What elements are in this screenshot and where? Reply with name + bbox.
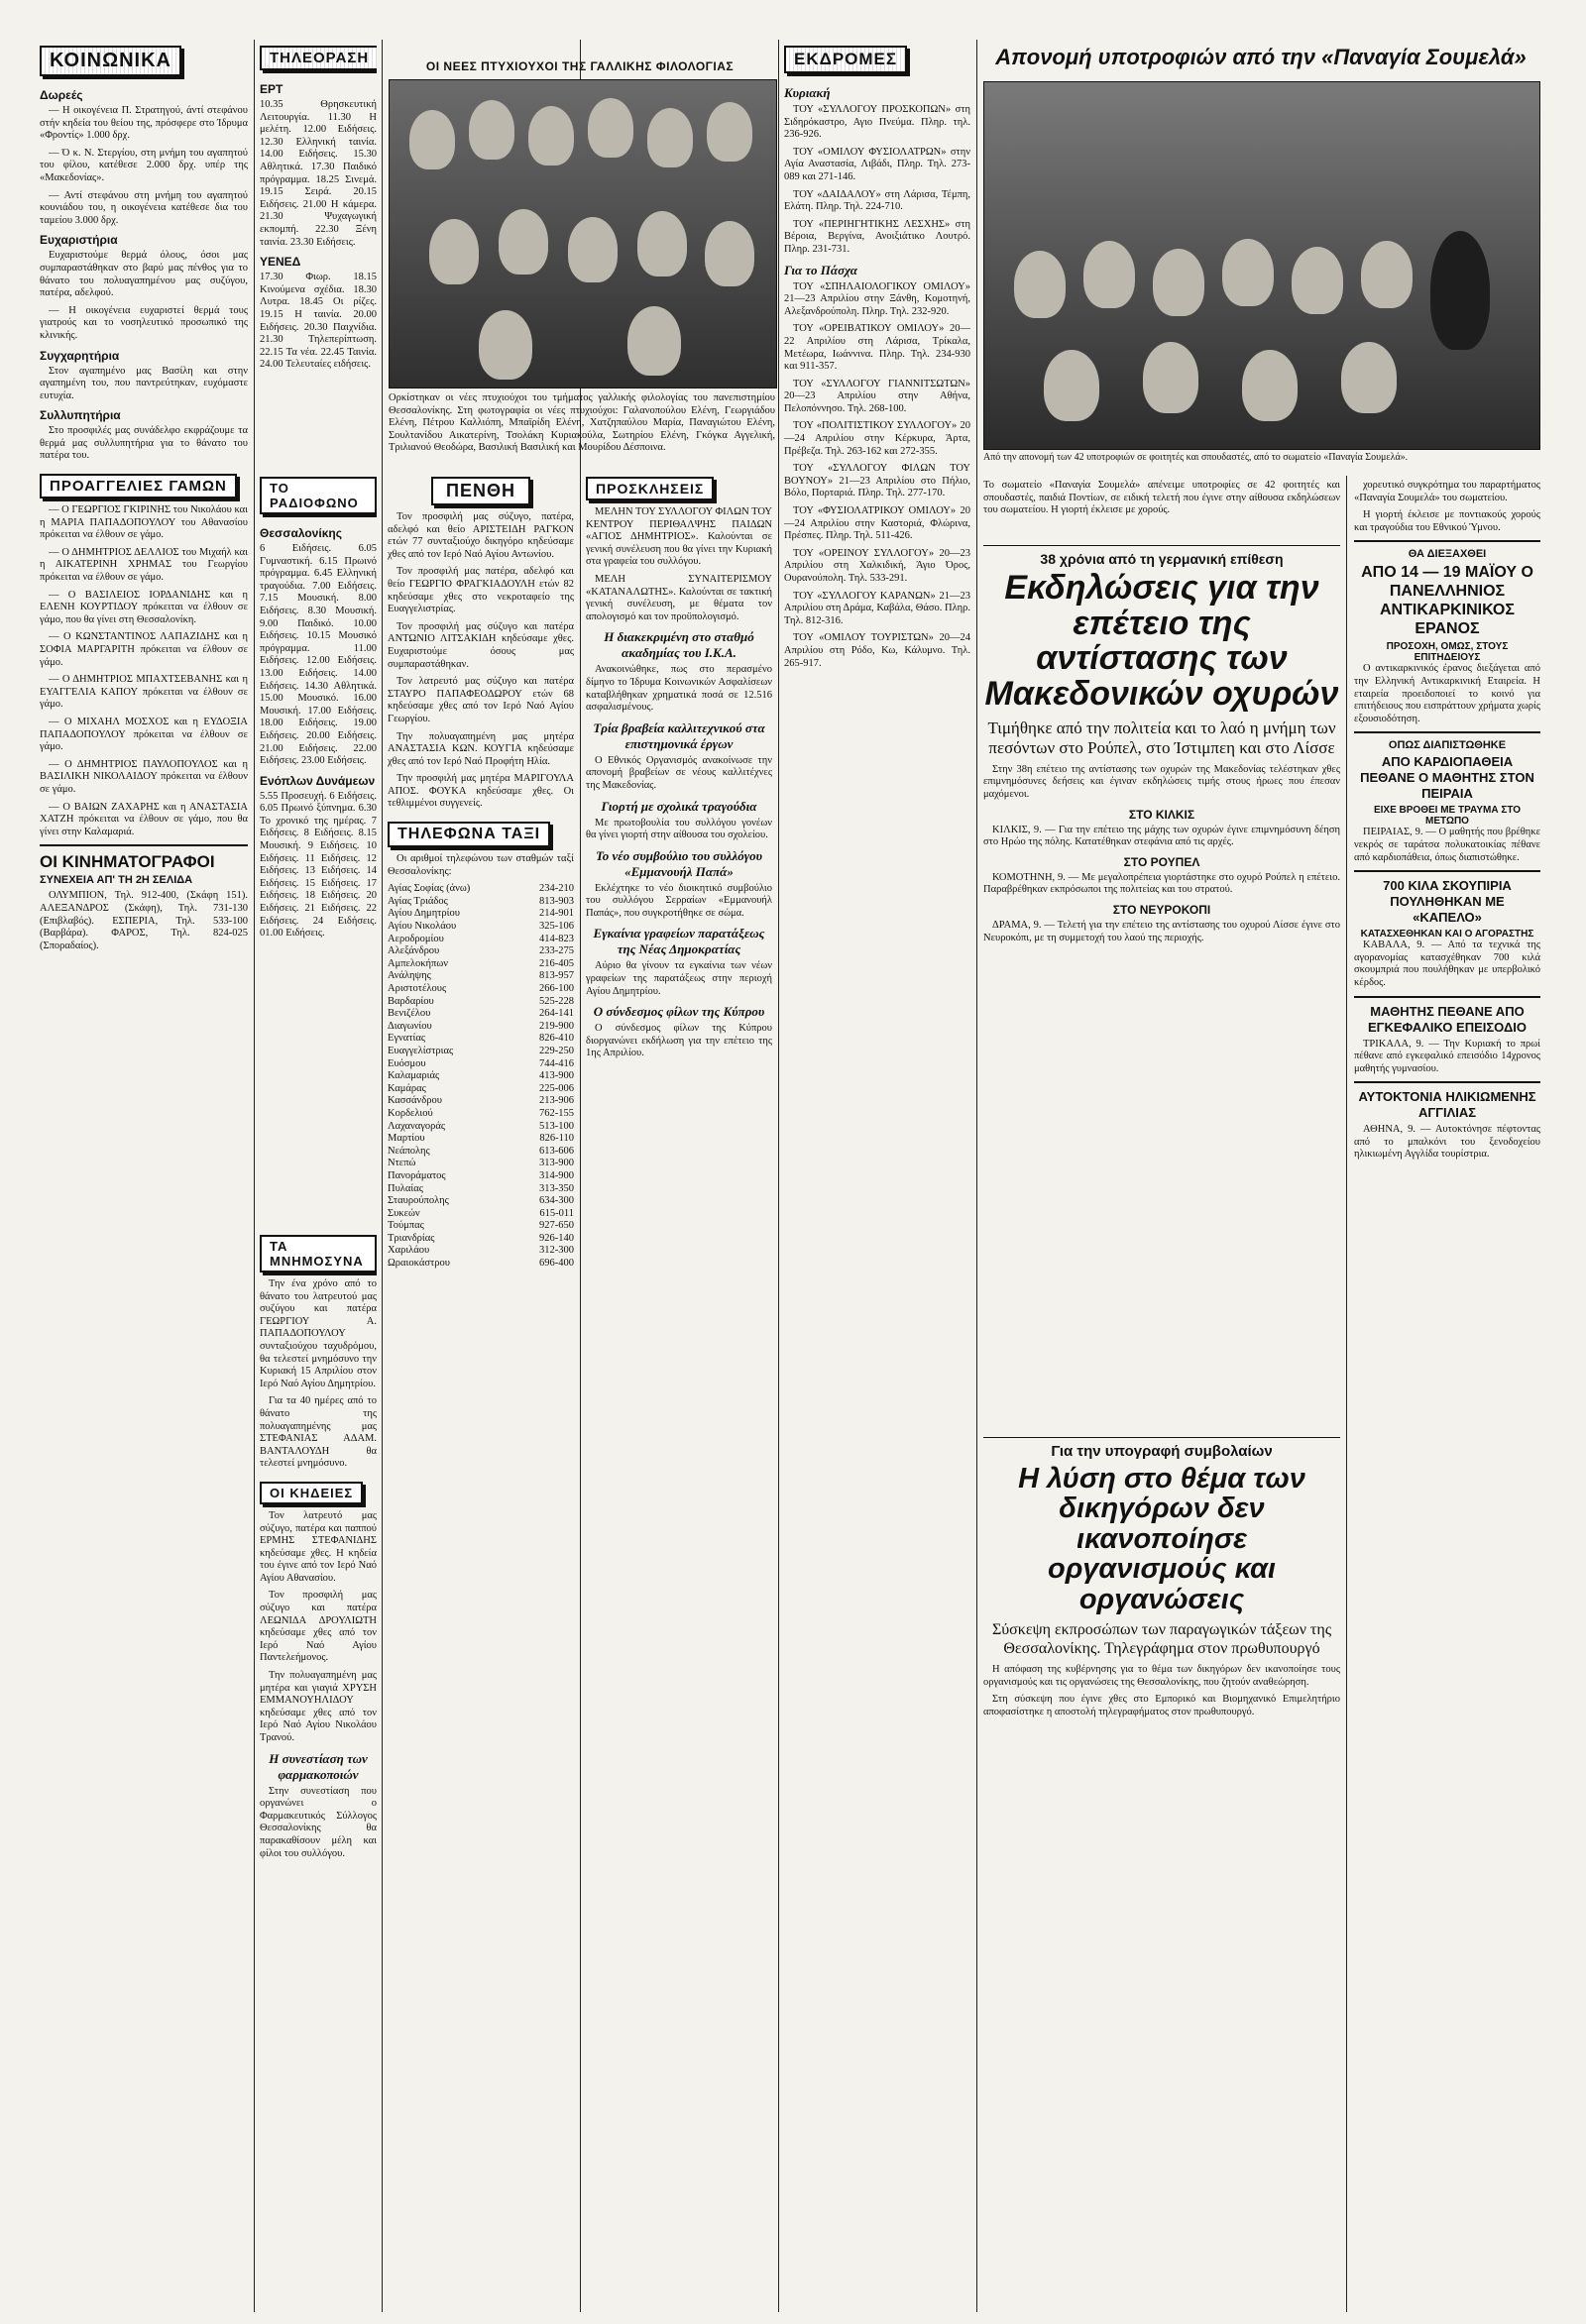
taxi-row (388, 1258, 574, 1271)
paragraph: — Ο ΔΗΜΗΤΡΙΟΣ ΜΠΑΧΤΣΕΒΑΝΗΣ και η ΕΥΑΓΓΕΛΙΑ ΚΑΠΟΥ πρόκειται να έλθουν σε γάμο. (40, 674, 248, 711)
taxi-row (388, 1058, 574, 1071)
paragraph: Ο σύνδεσμος φίλων της Κύπρου διοργανώνει εκδήλωση για την επέτειο της 1ης Απριλίου. (586, 1023, 772, 1059)
headline-cancer-fund: ΑΠΟ 14 — 19 ΜΑΪΟΥ Ο ΠΑΝΕΛΛΗΝΙΟΣ ΑΝΤΙΚΑΡΚΙΝΙΚΟΣ ΕΡΑΝΟΣ (1361, 564, 1533, 638)
taxi-stand-phone: 214-901 (539, 908, 574, 920)
taxi-row (388, 1083, 574, 1096)
taxi-stand-phone: 813-957 (539, 970, 574, 982)
paragraph: ΚΙΛΚΙΣ, 9. — Για την επέτειο της μάχης των οχυρών έγινε επιμνημόσυνη δέηση στο Ηρώο της πόλης. Κατατέθηκαν στεφάνια από τις αρχές. (983, 824, 1340, 848)
kicker: Για την υπογραφή συμβολαίων (1051, 1443, 1273, 1460)
taxi-row (388, 1121, 574, 1134)
subhead: ΕΙΧΕ ΒΡΟΘΕΙ ΜΕ ΤΡΑΥΜΑ ΣΤΟ ΜΕΤΩΠΟ (1373, 805, 1522, 828)
taxi-stand-name: Ντεπώ (388, 1158, 416, 1169)
paragraph: Στην 38η επέτειο της αντίστασης των οχυρών της Μακεδονίας τελέστηκαν χθες επιμνημόσυνες δεήσεις και έγιναν εκδηλώσεις τιμής στους ήρωες που έπεσαν μαχόμενοι. (983, 763, 1340, 800)
paragraph: ΜΕΛΗΝ ΤΟΥ ΣΥΛΛΟΓΟΥ ΦΙΛΩΝ ΤΟΥ ΚΕΝΤΡΟΥ ΠΕΡΙΘΑΛΨΗΣ ΠΑΙΔΩΝ «ΑΓΙΟΣ ΔΗΜΗΤΡΙΟΣ». Καλούνται σε γενική συνέλευση που θα γίνει την Κυριακή στα γραφεία του συλλόγου. (586, 506, 772, 568)
taxi-row (388, 970, 574, 983)
paragraph: ΤΟΥ «ΣΥΛΛΟΓΟΥ ΠΡΟΣΚΟΠΩΝ» στη Σιδηρόκαστρο, Αγιο Πνεύμα. Πληρ. τηλ. 236-926. (784, 104, 970, 141)
taxi-row (388, 883, 574, 896)
taxi-row (388, 1158, 574, 1170)
paragraph: ΤΟΥ «ΟΜΙΛΟΥ ΤΟΥΡΙΣΤΩΝ» 20—24 Απριλίου στη Ρόδο, Κω, Κάλυμνο. Τηλ. 265-917. (784, 632, 970, 669)
taxi-row (388, 1170, 574, 1183)
subhead: Η διακεκριμένη στο σταθμό ακαδημίας του Ι.Κ.Α. (604, 629, 754, 661)
taxi-stand-phone: 696-400 (539, 1258, 574, 1270)
paragraph: Με πρωτοβουλία του συλλόγου γονέων θα γίνει γιορτή στην αίθουσα του σχολείου. (586, 817, 772, 841)
taxi-stand-name: Βενιζέλου (388, 1008, 431, 1020)
paragraph: 17.30 Φιωρ. 18.15 Κινούμενα σχέδια. 18.30 Λυτρα. 18.45 Οι ρίζες. 19.15 Η ταινία. 20.00 Ειδήσεις. 20.30 Παιχνίδια. 21.30 Τηλεπερίπτωση. 22.15 Τα νέα. 22.45 Ταινία. 24.00 Τελευταίες ειδήσεις. (260, 272, 377, 371)
paragraph: ΤΟΥ «ΣΥΛΛΟΓΟΥ ΦΙΛΩΝ ΤΟΥ ΒΟΥΝΟΥ» 21—23 Απριλίου στο Πήλιο, Βόλο, Πορταριά. Πληρ. Τηλ. 277-170. (784, 463, 970, 499)
taxi-stand-name: Μαρτίου (388, 1133, 425, 1145)
taxi-stand-name: Λαχαναγοράς (388, 1120, 446, 1132)
section-label-mourning: ΠΕΝΘΗ (431, 477, 530, 505)
paragraph: ΜΕΛΗ ΣΥΝΑΙΤΕΡΙΣΜΟΥ «ΚΑΤΑΝΑΛΩΤΗΣ». Καλούνται σε τακτική γενική συνέλευση, με θέματα τον απολογισμό και τον προϋπολογισμό. (586, 573, 772, 622)
taxi-stand-name: Ευόσμου (388, 1057, 426, 1069)
taxi-stand-phone: 613-606 (539, 1145, 574, 1157)
taxi-row (388, 1008, 574, 1021)
paragraph: — Ο ΒΑΣΙΛΕΙΟΣ ΙΟΡΔΑΝΙΔΗΣ και η ΕΛΕΝΗ ΚΟΥΡΤΙΔΟΥ πρόκειται να έλθουν σε γάμο, που θα γίνει στη Θεσσαλονίκη. (40, 589, 248, 625)
column-social (40, 40, 248, 2314)
column-mourning (388, 471, 574, 2314)
subhead: Τρία βραβεία καλλιτεχνικού στα επιστημονικά έργων (593, 719, 765, 751)
taxi-row (388, 1070, 574, 1083)
article-lawyers (983, 1432, 1340, 1724)
section-label-memorials: ΤΑ ΜΝΗΜΟΣΥΝΑ (260, 1235, 377, 1273)
taxi-stand-name: Ευαγγελίστριας (388, 1045, 454, 1056)
section-label-funerals: ΟΙ ΚΗΔΕΙΕΣ (260, 1482, 363, 1504)
taxi-stand-name: Αμπελοκήπων (388, 957, 449, 969)
taxi-stand-phone: 219-900 (539, 1020, 574, 1032)
taxi-stand-phone: 325-106 (539, 921, 574, 933)
paragraph: Τον προσφιλή μας σύζυγο και πατέρα ΛΕΩΝΙΔΑ ΔΡΟΥΛΙΩΤΗ κηδεύσαμε χθες από τον Ιερό Ναό Αγίου Παντελεήμονος. (260, 1590, 377, 1664)
paragraph: ΤΟΥ «ΟΡΕΙΒΑΤΙΚΟΥ ΟΜΙΛΟΥ» 20—22 Απριλίου στη Λάρισα, Τρίκαλα, Μετέωρα, Ιωάννινα. Πληρ. Τηλ. 234-930 και 911-357. (784, 323, 970, 373)
headline-scholarships: Απονομή υποτροφιών από την «Παναγία Σουμελά» (995, 45, 1527, 69)
subhead: ΚΑΤΑΣΧΕΘΗΚΑΝ ΚΑΙ Ο ΑΓΟΡΑΣΤΗΣ (1360, 929, 1534, 941)
paragraph: — Ο ΔΗΜΗΤΡΙΟΣ ΔΕΛΛΙΟΣ του Μιχαήλ και η ΑΙΚΑΤΕΡΙΝΗ ΧΡΗΜΑΣ του Γεωργίου πρόκειται να έλθουν σε γάμο. (40, 546, 248, 584)
taxi-row (388, 983, 574, 996)
taxi-stand-name: Ωραιοκάστρου (388, 1258, 450, 1270)
headline-student-stroke: ΜΑΘΗΤΗΣ ΠΕΘΑΝΕ ΑΠΟ ΕΓΚΕΦΑΛΙΚΟ ΕΠΕΙΣΟΔΙΟ (1367, 1003, 1528, 1035)
taxi-stand-name: Τριανδρίας (388, 1232, 435, 1244)
paragraph: Αύριο θα γίνουν τα εγκαίνια των νέων γραφείων της παρατάξεως στην περιοχή Αγίου Δημητρίου. (586, 960, 772, 997)
taxi-table (388, 883, 574, 1270)
subhead: Δωρεές (40, 88, 83, 102)
subhead: ΣΤΟ ΝΕΥΡΟΚΟΠΙ (1112, 902, 1211, 917)
taxi-stand-name: Αεροδρομίου (388, 933, 444, 944)
paragraph: ΤΟΥ «ΣΥΛΛΟΓΟΥ ΓΙΑΝΝΙΤΣΩΤΩΝ» 20—23 Απριλίου στην Αθήνα, Πελοπόννησο. Τηλ. 268-100. (784, 378, 970, 414)
taxi-stand-phone: 634-300 (539, 1195, 574, 1207)
taxi-row (388, 1233, 574, 1246)
section-label-social: ΚΟΙΝΩΝΙΚΑ (40, 46, 181, 76)
taxi-row (388, 1220, 574, 1233)
paragraph: 6 Ειδήσεις. 6.05 Γυμναστική. 6.15 Πρωινό πρόγραμμα. 6.45 Ελληνική τραγούδια. 7.00 Ειδήσεις. 7.15 Μουσική. 8.00 Ειδήσεις. 8.30 Μουσική. 9.00 Παιδικό. 10.00 Ειδήσεις. 10.15 Μουσικό πρόγραμμα. 11.00 Ειδήσεις. 12.00 Ειδήσεις. 13.00 Ειδήσεις. 14.00 Ειδήσεις. 14.30 Αθλητικά. 15.00 Μουσικό. 16.00 Μουσική. 17.00 Ειδήσεις. 18.00 Ειδήσεις. 19.00 Ειδήσεις. 20.00 Ειδήσεις. 21.00 Ειδήσεις. 22.00 Ειδήσεις. 23.00 Ειδήσεις. (260, 543, 377, 767)
subhead: Συλλυπητήρια (40, 408, 121, 423)
taxi-stand-phone: 414-823 (539, 933, 574, 944)
photo-caption: Από την απονομή των 42 υποτροφιών σε φοιτητές και σπουδαστές, από το σωματείο «Παναγία Σουμελά». (983, 452, 1409, 463)
taxi-stand-name: Αγίου Δημητρίου (388, 908, 460, 920)
paragraph: 5.55 Προσευχή. 6 Ειδήσεις. 6.05 Πρωινό ξύπνημα. 6.30 Το χρονικό της ημέρας. 7 Ειδήσεις. 8 Ειδήσεις. 8.15 Μουσική. 9 Ειδήσεις. 10 Ειδήσεις. 11 Ειδήσεις. 12 Ειδήσεις. 13 Ειδήσεις. 14 Ειδήσεις. 15 Ειδήσεις. 17 Ειδήσεις. 18 Ειδήσεις. 20 Ειδήσεις. 21 Ειδήσεις. 22 Ειδήσεις. 24 Ειδήσεις. 01.00 Ειδήσεις. (260, 790, 377, 940)
taxi-row (388, 1195, 574, 1208)
paragraph: — Ο ΒΑΙΩΝ ΖΑΧΑΡΗΣ και η ΑΝΑΣΤΑΣΙΑ ΧΑΤΖΗ πρόκειται να έλθουν σε γάμο, που θα γίνει στην Καλαμαριά. (40, 801, 248, 837)
headline-bunkers: Εκδηλώσεις για την επέτειο της αντίστασης των Μακεδονικών οχυρών (984, 569, 1339, 714)
paragraph: Τον λατρευτό μας σύζυγο και πατέρα ΣΤΑΥΡΟ ΠΑΠΑΦΕΟΔΩΡΟΥ ετών 68 κηδεύσαμε χθες από τον Ιερό Ναό Αγίου Γεωργίου. (388, 676, 574, 724)
paragraph: Την πολυαγαπημένη μας μητέρα και γιαγιά ΧΡΥΣΗ ΕΜΜΑΝΟΥΗΛΙΔΟΥ κηδεύσαμε χθες από τον Ιερό Ναό Αγίου Νικολάου Τρανού. (260, 1670, 377, 1743)
taxi-stand-phone: 413-900 (539, 1070, 574, 1082)
subhead: Εγκαίνια γραφείων παρατάξεως της Νέας Δημοκρατίας (593, 926, 765, 957)
taxi-stand-phone: 744-416 (539, 1057, 574, 1069)
paragraph: — Ο ΜΙΧΑΗΛ ΜΟΣΧΟΣ και η ΕΥΔΟΞΙΑ ΠΑΠΑΔΟΠΟΥΛΟΥ πρόκειται να έλθουν σε γάμο. (40, 716, 248, 753)
column-news (1354, 480, 1540, 2314)
paragraph: Την πολυαγαπημένη μας μητέρα ΑΝΑΣΤΑΣΙΑ ΚΩΝ. ΚΟΥΓΙΑ κηδεύσαμε χθες από τον Ιερό Ναό Προφήτη Ηλία. (388, 730, 574, 767)
taxi-stand-phone: 312-300 (539, 1245, 574, 1257)
taxi-stand-phone: 826-410 (539, 1033, 574, 1045)
headline-student-died: ΑΠΟ ΚΑΡΔΙΟΠΑΘΕΙΑ ΠΕΘΑΝΕ Ο ΜΑΘΗΤΗΣ ΣΤΟΝ ΠΕΙΡΑΙΑ (1360, 754, 1534, 802)
paragraph: — Ό κ. Ν. Στεργίου, στη μνήμη του αγαπητού του φίλου, κατέθεσε 2.000 δρχ. υπέρ της «Μακεδονίας». (40, 147, 248, 183)
column-invitations (586, 471, 772, 2314)
taxi-stand-name: Τούμπας (388, 1220, 424, 1232)
taxi-row (388, 1183, 574, 1196)
paragraph: — Ο ΔΗΜΗΤΡΙΟΣ ΠΑΥΛΟΠΟΥΛΟΣ και η ΒΑΣΙΛΙΚΗ ΝΙΚΟΛΑΙΔΟΥ πρόκειται να έλθουν σε γάμο. (40, 758, 248, 795)
taxi-row (388, 1108, 574, 1121)
taxi-stand-phone: 229-250 (539, 1045, 574, 1056)
scholarship-photo (983, 81, 1540, 450)
paragraph: Οι αριθμοί τηλεφώνου των σταθμών ταξί Θεσσαλονίκης: (388, 853, 574, 877)
taxi-stand-name: Κασσάνδρου (388, 1095, 442, 1107)
taxi-stand-phone: 314-900 (539, 1169, 574, 1181)
section-label-invitations: ΠΡΟΣΚΛΗΣΕΙΣ (586, 477, 714, 500)
paragraph: ΤΟΥ «ΠΟΛΙΤΙΣΤΙΚΟΥ ΣΥΛΛΟΓΟΥ» 20—24 Απριλίου στην Κέρκυρα, Άρτα, Πρέβεζα. Τηλ. 263-162 και 272-355. (784, 420, 970, 457)
paragraph: Ανακοινώθηκε, πως στο περασμένο δίμηνο το Ίδρυμα Κοινωνικών Ασφαλίσεων καταβλήθηκαν χρηματικά ποσά σε 12.516 ασφαλισμένους. (586, 664, 772, 714)
subhead: ΣΤΟ ΡΟΥΠΕΛ (1123, 854, 1200, 869)
taxi-stand-name: Πυλαίας (388, 1182, 423, 1194)
taxi-row (388, 945, 574, 958)
deck: Σύσκεψη εκπροσώπων των παραγωγικών τάξεων της Θεσσαλονίκης. Τηλεγράφημα στον πρωθυπουργό (991, 1621, 1332, 1658)
taxi-stand-name: Αριστοτέλους (388, 983, 447, 994)
kicker: ΟΠΩΣ ΔΙΑΠΙΣΤΩΘΗΚΕ (1388, 739, 1507, 752)
taxi-stand-name: Νεάπολης (388, 1145, 430, 1157)
paragraph: — Η οικογένεια ευχαριστεί θερμά τους γιατρούς και το νοσηλευτικό προσωπικό της κλινικής. (40, 304, 248, 341)
taxi-row (388, 934, 574, 946)
taxi-stand-phone: 926-140 (539, 1232, 574, 1244)
taxi-row (388, 921, 574, 934)
taxi-row (388, 1133, 574, 1146)
paragraph: Ο αντικαρκινικός έρανος διεξάγεται από την Ελληνική Αντικαρκινική Εταιρεία. Η εταιρεία προειδοποιεί το κοινό για επιτήδειους που εισπράττουν χρήματα χωρίς εξουσιοδότηση. (1354, 663, 1540, 724)
taxi-stand-name: Βαρδαρίου (388, 995, 434, 1007)
taxi-stand-phone: 213-906 (539, 1095, 574, 1107)
paragraph: ΤΟΥ «ΦΥΣΙΟΛΑΤΡΙΚΟΥ ΟΜΙΛΟΥ» 20—24 Απριλίου στην Καστοριά, Φλώρινα, Πρέσπες. Πληρ. Τηλ. 511-426. (784, 505, 970, 542)
taxi-stand-phone: 234-210 (539, 883, 574, 895)
cinema-heading: ΟΙ ΚΙΝΗΜΑΤΟΓΡΑΦΟΙ (40, 852, 215, 872)
taxi-stand-phone: 266-100 (539, 983, 574, 994)
paragraph: Τον προσφιλή μας σύζυγο, πατέρα, αδελφό και θείο ΑΡΙΣΤΕΙΔΗ ΡΑΓΚΟΝ ετών 77 συνταξιούχο δικηγόρο κηδεύσαμε χθες από τον Ιερό Ναό Αγίου Αντωνίου. (388, 511, 574, 560)
paragraph: Στην συνεστίαση που οργανώνει ο Φαρμακευτικός Σύλλογος Θεσσαλονίκης θα παρακαθίσουν μέλη και φίλοι του συλλόγου. (260, 1785, 377, 1859)
taxi-stand-name: Κορδελιού (388, 1107, 433, 1119)
taxi-stand-name: Ανάληψης (388, 970, 431, 982)
taxi-stand-phone: 826-110 (539, 1133, 574, 1145)
paragraph: Στη σύσκεψη που έγινε χθες στο Εμπορικό και Βιομηχανικό Επιμελητήριο αποφασίστηκε η αποστολή τηλεγραφήματος στον πρωθυπουργό. (983, 1694, 1340, 1717)
section-label-weddings: ΠΡΟΑΓΓΕΛΙΕΣ ΓΑΜΩΝ (40, 474, 237, 498)
kicker: 38 χρόνια από τη γερμανική επίθεση (1040, 551, 1284, 567)
cinema-subheading: ΣΥΝΕΧΕΙΑ ΑΠ' ΤΗ 2Η ΣΕΛΙΔΑ (40, 874, 193, 887)
paragraph: ΤΟΥ «ΣΠΗΛΑΙΟΛΟΓΙΚΟΥ ΟΜΙΛΟΥ» 21—23 Απριλίου στην Ξάνθη, Κομοτηνή, Αλεξανδρούπολη. Πληρ. Τηλ. 232-920. (784, 280, 970, 317)
paragraph: — Ο ΓΕΩΡΓΙΟΣ ΓΚΙΡΙΝΗΣ του Νικολάου και η ΜΑΡΙΑ ΠΑΠΑΔΟΠΟΥΛΟΥ του Αθανασίου πρόκειται να έλθουν σε γάμο. (40, 504, 248, 541)
paragraph: Την προσφιλή μας μητέρα ΜΑΡΙΓΟΥΛΑ ΑΠΟΣ. ΦΟΥΚΑ κηδεύσαμε χθες. Οι τεθλιμμένοι συγγενείς. (388, 773, 574, 810)
graduates-photo (389, 79, 777, 388)
subhead: ΣΤΟ ΚΙΛΚΙΣ (1128, 807, 1195, 822)
photo-caption: Ορκίστηκαν οι νέες πτυχιούχοι του τμήματος γαλλικής φιλολογίας του πανεπιστημίου Θεσσαλονίκης. Στη φωτογραφία οι νέες πτυχιούχοι: Γαλανοπούλου Ελένη, Γεωργιάδου Ελένη, Πέτρου Καλλιόπη, Μπαϊρίδη Ελένη, Χατζηπαύλου Μαρία, Παναγιώτου Ελένη, Σουλτανίδου Αικατερίνη, Τσολάκη Κυριακούλα, Σωτηρίου Ελένη, Γκόγκα Αγγελική, Τριλιανού Θεοδώρα, Βασιλική Βασιλική και Μουρίδου Δέσποινα. (389, 392, 775, 454)
section-label-excursions: ΕΚΔΡΟΜΕΣ (784, 46, 907, 73)
subhead: Το νέο συμβούλιο του συλλόγου «Εμμανουήλ Παπά» (595, 847, 763, 879)
taxi-stand-name: Πανοράματος (388, 1169, 446, 1181)
subhead: Η συνεστίαση των φαρμακοποιών (269, 1750, 368, 1782)
kicker: ΘΑ ΔΙΕΞΑΧΘΕΙ (1408, 548, 1487, 561)
paragraph: Για τα 40 ημέρες από το θάνατο της πολυαγαπημένης μας ΣΤΕΦΑΝΙΑΣ ΑΔΑΜ. ΒΑΝΤΑΛΟΥΔΗ θα τελεστεί μνημόσυνο. (260, 1395, 377, 1470)
paragraph: Τον προσφιλή μας σύζυγο και πατέρα ΑΝΤΩΝΙΟ ΛΙΤΣΑΚΙΔΗ κηδεύσαμε χθες. Ευχαριστούμε όσους μας συμπαραστάθηκαν. (388, 620, 574, 670)
taxi-row (388, 1245, 574, 1258)
paragraph: ΤΟΥ «ΟΡΕΙΝΟΥ ΣΥΛΛΟΓΟΥ» 20—23 Απριλίου στη Χαλκιδική, Άγιο Όρος, Ουρανούπολη. Τηλ. 533-291. (784, 547, 970, 584)
paragraph: ΤΟΥ «ΠΕΡΙΗΓΗΤΙΚΗΣ ΛΕΣΧΗΣ» στη Βέροια, Βεργίνα, Ανοιξιάτικο Λουτρό. Πληρ. 231-731. (784, 218, 970, 255)
paragraph: Την ένα χρόνο από το θάνατο του λατρευτού μας συζύγου και πατέρα ΓΕΩΡΓΙΟΥ Α. ΠΑΠΑΔΟΠΟΥΛΟΥ συνταξιούχου ταχυδρόμου, θα τελεστεί μνημόσυνο την Κυριακή 15 Απριλίου στον Ιερό Ναό Αγίου Δημητρίου. (260, 1278, 377, 1389)
taxi-stand-name: Εγνατίας (388, 1033, 426, 1045)
paragraph: 10.35 Θρησκευτική Λειτουργία. 11.30 Η μελέτη. 12.00 Ειδήσεις. 12.30 Ελληνική ταινία. 14.00 Ειδήσεις. 15.30 Αθλητικά. 17.30 Παιδικό πρόγραμμα. 18.25 Σινεμά. 19.15 Σειρά. 20.15 Ειδήσεις. 21.00 Η κάμερα. 21.30 Ψυχαγωγική εκπομπή. 22.30 Ξένη ταινία. 23.30 Ειδήσεις. (260, 99, 377, 248)
taxi-row (388, 958, 574, 971)
taxi-stand-name: Χαριλάου (388, 1245, 430, 1257)
taxi-stand-name: Αλεξάνδρου (388, 945, 440, 957)
subhead: Για το Πάσχα (784, 262, 857, 277)
taxi-stand-name: Αγίας Σοφίας (άνω) (388, 883, 471, 895)
taxi-row (388, 1021, 574, 1034)
taxi-stand-name: Καμάρας (388, 1082, 426, 1094)
paragraph: ΚΑΒΑΛΑ, 9. — Από τα τεχνικά της αγορανομίας κατασχέθηκαν 700 κιλά σκουμπριά που πουλήθηκαν με υπερβολικό κέρδος. (1354, 940, 1540, 988)
headline-suicide: ΑΥΤΟΚΤΟΝΙΑ ΗΛΙΚΙΩΜΕΝΗΣ ΑΓΓΙΛΙΑΣ (1358, 1089, 1536, 1121)
column-excursions (784, 40, 970, 2314)
paragraph: Ο Εθνικός Οργανισμός ανακοίνωσε την απονομή βραβείων σε νέους καλλιτέχνες της Μακεδονίας. (586, 754, 772, 791)
taxi-stand-phone: 264-141 (539, 1008, 574, 1020)
headline-mackerel: 700 ΚΙΛΑ ΣΚΟΥΠΙΡΙΑ ΠΟΥΛΗΘΗΚΑΝ ΜΕ «ΚΑΠΕΛΟ» (1383, 878, 1512, 926)
subhead: Γιορτή με σχολικά τραγούδια (601, 798, 757, 814)
taxi-row (388, 1033, 574, 1046)
paragraph: Ευχαριστούμε θερμά όλους, όσοι μας συμπαραστάθηκαν στο βαρύ μας πένθος για το θάνατο του πολυαγαπημένου μας συζύγου, πατέρα, αδελφού. (40, 250, 248, 299)
taxi-row (388, 896, 574, 909)
deck: Τιμήθηκε από την πολιτεία και το λαό η μνήμη των πεσόντων στο Ρούπελ, στο Ίστιμπεη και στο Λίσσε (987, 718, 1336, 757)
column-memorials (260, 1229, 377, 2314)
taxi-stand-phone: 313-350 (539, 1182, 574, 1194)
taxi-stand-name: Αγίας Τριάδος (388, 895, 448, 907)
section-label-radio: ΤΟ ΡΑΔΙΟΦΩΝΟ (260, 477, 377, 514)
taxi-stand-phone: 927-650 (539, 1220, 574, 1232)
taxi-stand-phone: 313-900 (539, 1158, 574, 1169)
paragraph: ΟΛΥΜΠΙΟΝ, Τηλ. 912-400, (Σκάφη 151). ΑΛΕΞΑΝΔΡΟΣ (Σκάφη), Τηλ. 731-130 (Επιβλαβός). ΕΣΠΕΡΙΑ, Τηλ. 533-100 (Βαρβάρα). ΦΑΡΟΣ, Τηλ. 824-025 (Σποραδαίος). (40, 890, 248, 951)
subhead: Ο σύνδεσμος φίλων της Κύπρου (593, 1004, 765, 1020)
taxi-row (388, 1046, 574, 1058)
taxi-row (388, 1146, 574, 1159)
taxi-row (388, 1095, 574, 1108)
paragraph: Στο προσφιλές μας συνάδελφο εκφράζουμε τα θερμά μας συλλυπητήρια για το θάνατο του πατέρα του. (40, 425, 248, 462)
paragraph: Τον λατρευτό μας σύζυγο, πατέρα και παππού ΕΡΜΗΣ ΣΤΕΦΑΝΙΔΗΣ κηδεύσαμε χθες. Η κηδεία του έγινε από τον Ιερό Ναό Αγίου Αθανασίου. (260, 1509, 377, 1584)
paragraph: ΤΟΥ «ΟΜΙΛΟΥ ΦΥΣΙΟΛΑΤΡΩΝ» στην Αγία Αναστασία, Λιβάδι, Πληρ. Τηλ. 273-089 και 271-146. (784, 146, 970, 182)
taxi-stand-phone: 513-100 (539, 1120, 574, 1132)
subhead: Συγχαρητήρια (40, 348, 120, 363)
taxi-stand-phone: 216-405 (539, 957, 574, 969)
subhead: Ευχαριστήρια (40, 233, 118, 248)
paragraph: Τον προσφιλή μας πατέρα, αδελφό και θείο ΓΕΩΡΓΙΟ ΦΡΑΓΚΙΑΔΟΥΛΗ ετών 82 κηδεύσαμε χθες στο νεκροταφείο της Ευαγγελιστρίας. (388, 566, 574, 615)
section-label-taxi: ΤΗΛΕΦΩΝΑ ΤΑΞΙ (388, 822, 550, 847)
taxi-stand-phone: 233-275 (539, 945, 574, 957)
paragraph: χορευτικό συγκρότημα του παραρτήματος «Παναγία Σουμελά» του σωματείου. (1354, 480, 1540, 503)
paragraph: — Αντί στεφάνου στη μνήμη του αγαπητού κουνιάδου του, η οικογένεια κατέθεσε δια του ταμείου 3.000 δρχ. (40, 189, 248, 226)
taxi-stand-name: Καλαμαριάς (388, 1070, 440, 1082)
taxi-stand-phone: 525-228 (539, 995, 574, 1007)
paragraph: ΤΡΙΚΑΛΑ, 9. — Την Κυριακή το πρωί πέθανε από εγκεφαλικό επεισόδιο 14χρονος μαθητής γυμνασίου. (1354, 1038, 1540, 1074)
paragraph: Εκλέχτηκε το νέο διοικητικό συμβούλιο του συλλόγου Σερραίων «Εμμανουήλ Παπάς», που συγκροτήθηκε σε σώμα. (586, 882, 772, 919)
taxi-stand-name: Διαγωνίου (388, 1020, 432, 1032)
paragraph: — Η οικογένεια Π. Στρατηγού, άντί στεφάνου στήν κηδεία του θείου της, πρόσφερε στο Ίδρυμα «Φροντίς» 1.000 δρχ. (40, 105, 248, 142)
photo-headline: ΟΙ ΝΕΕΣ ΠΤΥΧΙΟΥΧΟΙ ΤΗΣ ΓΑΛΛΙΚΗΣ ΦΙΛΟΛΟΓΙΑΣ (425, 59, 735, 73)
taxi-row (388, 1208, 574, 1221)
subhead: Ενόπλων Δυνάμεων (260, 773, 376, 788)
subhead: Κυριακή (784, 85, 831, 100)
taxi-stand-phone: 762-155 (539, 1107, 574, 1119)
taxi-row (388, 996, 574, 1009)
article-bunkers (983, 540, 1340, 949)
taxi-row (388, 908, 574, 921)
taxi-stand-phone: 225-006 (539, 1082, 574, 1094)
article-body: Το σωματείο «Παναγία Σουμελά» απένειμε υποτροφίες σε 42 φοιτητές και σπουδαστές, παιδιά Ποντίων, σε ειδική τελετή που έγινε στην αίθουσα εκδηλώσεων του σωματείου. Η γιορτή έκλεισε με χορούς. (983, 480, 1340, 516)
taxi-stand-name: Αγίου Νικολάου (388, 921, 457, 933)
paragraph: ΑΘΗΝΑ, 9. — Αυτοκτόνησε πέφτοντας από το μπαλκόνι του ξενοδοχείου ηλικιωμένη Αγγλίδα τουρίστρια. (1354, 1124, 1540, 1161)
paragraph: Στον αγαπημένο μας Βασίλη και στην αγαπημένη του, που παντρεύτηκαν, ευχόμαστε ευτυχία. (40, 365, 248, 401)
paragraph: ΚΟΜΟΤΗΝΗ, 9. — Με μεγαλοπρέπεια γιορτάστηκε στο οχυρό Ρούπελ η επέτειο. Παραβρέθηκαν εκπρόσωποι της πολιτείας και του στρατού. (983, 871, 1340, 896)
subhead: Θεσσαλονίκης (260, 526, 342, 540)
subhead: ΕΡΤ (260, 82, 283, 96)
subhead: ΠΡΟΣΟΧΗ, ΟΜΩΣ, ΣΤΟΥΣ ΕΠΙΤΗΔΕΙΟΥΣ (1386, 641, 1509, 664)
paragraph: ΠΕΙΡΑΙΑΣ, 9. — Ο μαθητής που βρέθηκε νεκρός σε ταράτσα πολυκατοικίας πέθανε από καρδιοπάθεια, όπως διαπιστώθηκε. (1354, 827, 1540, 863)
paragraph: ΤΟΥ «ΔΑΙΔΑΛΟΥ» στη Λάρισα, Τέμπη, Ελάτη. Πληρ. Τηλ. 224-710. (784, 188, 970, 213)
paragraph: Η γιορτή έκλεισε με ποντιακούς χορούς και τραγούδια του Εθνικού Ύμνου. (1354, 509, 1540, 533)
paragraph: ΔΡΑΜΑ, 9. — Τελετή για την επέτειο της αντίστασης του οχυρού Λίσσε έγινε στο Νευροκόπι, με τη συμμετοχή του λαού της περιοχής. (983, 919, 1340, 943)
headline-lawyers: Η λύση στο θέμα των δικηγόρων δεν ικανοποίησε οργανισμούς και οργανώσεις (1018, 1463, 1305, 1615)
section-label-tv: ΤΗΛΕΟΡΑΣΗ (260, 46, 377, 70)
subhead: ΥΕΝΕΔ (260, 255, 301, 270)
taxi-stand-name: Συκεών (388, 1207, 420, 1219)
paragraph: ΤΟΥ «ΣΥΛΛΟΓΟΥ ΚΑΡΑΝΩΝ» 21—23 Απριλίου στη Δράμα, Καβάλα, Θάσο. Πληρ. Τηλ. 812-316. (784, 590, 970, 626)
taxi-stand-phone: 813-903 (539, 895, 574, 907)
taxi-stand-phone: 615-011 (539, 1207, 574, 1219)
taxi-stand-name: Σταυρούπολης (388, 1195, 449, 1207)
paragraph: — Ο ΚΩΝΣΤΑΝΤΙΝΟΣ ΛΑΠΑΖΙΔΗΣ και η ΣΟΦΙΑ ΜΑΡΓΑΡΙΤΗ πρόκειται να έλθουν σε γάμο. (40, 631, 248, 668)
paragraph: Η απόφαση της κυβέρνησης για το θέμα των δικηγόρων δεν ικανοποίησε τους οργανισμούς και τις οργανώσεις της Θεσσαλονίκης, που ζητούν αναθεώρηση. (983, 1664, 1340, 1688)
